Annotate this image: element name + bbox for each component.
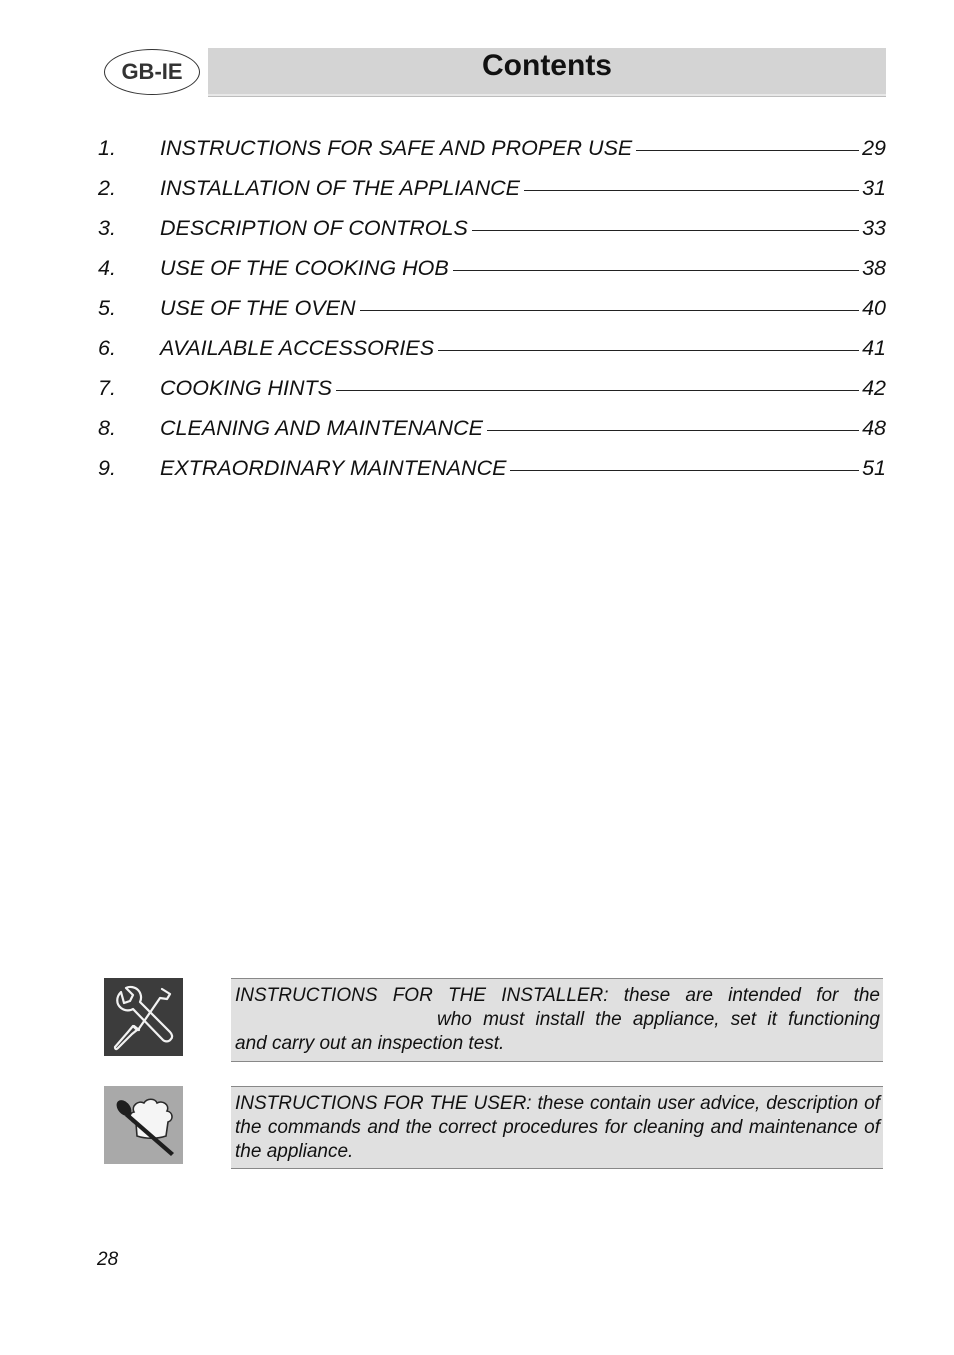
toc-entry-number: 7.	[98, 376, 116, 400]
toc-entry-page: 42	[862, 376, 886, 400]
page-number: 28	[97, 1249, 119, 1270]
toc-entry-page: 41	[862, 336, 886, 360]
toc-entry-number: 8.	[98, 416, 116, 440]
installer-instructions-note	[231, 978, 883, 1062]
toc-entry-number: 1.	[98, 136, 116, 160]
toc-entry[interactable]	[98, 336, 886, 376]
toc-entry-title: CLEANING AND MAINTENANCE	[160, 416, 483, 440]
toc-entry-page: 29	[862, 136, 886, 160]
toc-entry[interactable]	[98, 456, 886, 496]
toc-entry-number: 9.	[98, 456, 116, 480]
toc-entry-title: USE OF THE COOKING HOB	[160, 256, 449, 280]
toc-leader-line	[336, 390, 859, 391]
toc-entry[interactable]	[98, 136, 886, 176]
spoon-chef-hat-icon	[104, 1086, 183, 1164]
installer-note-line-2: who must install the appliance, set it functioning	[437, 1009, 880, 1030]
toc-entry-number: 2.	[98, 176, 116, 200]
toc-leader-line	[524, 190, 859, 191]
region-badge: GB-IE	[104, 49, 200, 95]
toc-entry-title: INSTALLATION OF THE APPLIANCE	[160, 176, 521, 200]
toc-entry[interactable]	[98, 416, 886, 456]
installer-note-line-1: INSTRUCTIONS FOR THE INSTALLER: these are intended for the	[235, 985, 880, 1006]
toc-entry-title: DESCRIPTION OF CONTROLS	[160, 216, 468, 240]
toc-leader-line	[472, 230, 859, 231]
wrench-screwdriver-icon	[104, 978, 183, 1056]
toc-leader-line	[636, 150, 859, 151]
toc-entry-page: 48	[862, 416, 886, 440]
user-instructions-note: INSTRUCTIONS FOR THE USER: these contain user advice, description of the commands and the correct procedures for cleaning and maintenance of the appliance.	[231, 1086, 883, 1169]
toc-entry-number: 3.	[98, 216, 116, 240]
toc-leader-line	[438, 350, 859, 351]
toc-entry[interactable]	[98, 296, 886, 336]
toc-entry-title: COOKING HINTS	[160, 376, 333, 400]
toc-entry-page: 31	[862, 176, 886, 200]
toc-leader-line	[510, 470, 859, 471]
toc-entry-page: 38	[862, 256, 886, 280]
toc-entry-page: 33	[862, 216, 886, 240]
toc-entry-title: USE OF THE OVEN	[160, 296, 356, 320]
toc-leader-line	[360, 310, 860, 311]
table-of-contents	[98, 136, 886, 496]
toc-entry-title: AVAILABLE ACCESSORIES	[160, 336, 435, 360]
toc-entry-title: INSTRUCTIONS FOR SAFE AND PROPER USE	[160, 136, 633, 160]
toc-entry-page: 51	[862, 456, 886, 480]
toc-entry-number: 6.	[98, 336, 116, 360]
toc-entry[interactable]	[98, 256, 886, 296]
toc-entry[interactable]	[98, 176, 886, 216]
toc-entry[interactable]	[98, 376, 886, 416]
installer-note-line-3: and carry out an inspection test.	[235, 1033, 505, 1054]
toc-entry-number: 5.	[98, 296, 116, 320]
toc-entry-title: EXTRAORDINARY MAINTENANCE	[160, 456, 507, 480]
toc-leader-line	[453, 270, 859, 271]
toc-entry[interactable]	[98, 216, 886, 256]
toc-entry-page: 40	[862, 296, 886, 320]
toc-entry-number: 4.	[98, 256, 116, 280]
toc-leader-line	[487, 430, 859, 431]
page-title: Contents	[482, 49, 612, 82]
page-title-bar	[208, 48, 886, 96]
